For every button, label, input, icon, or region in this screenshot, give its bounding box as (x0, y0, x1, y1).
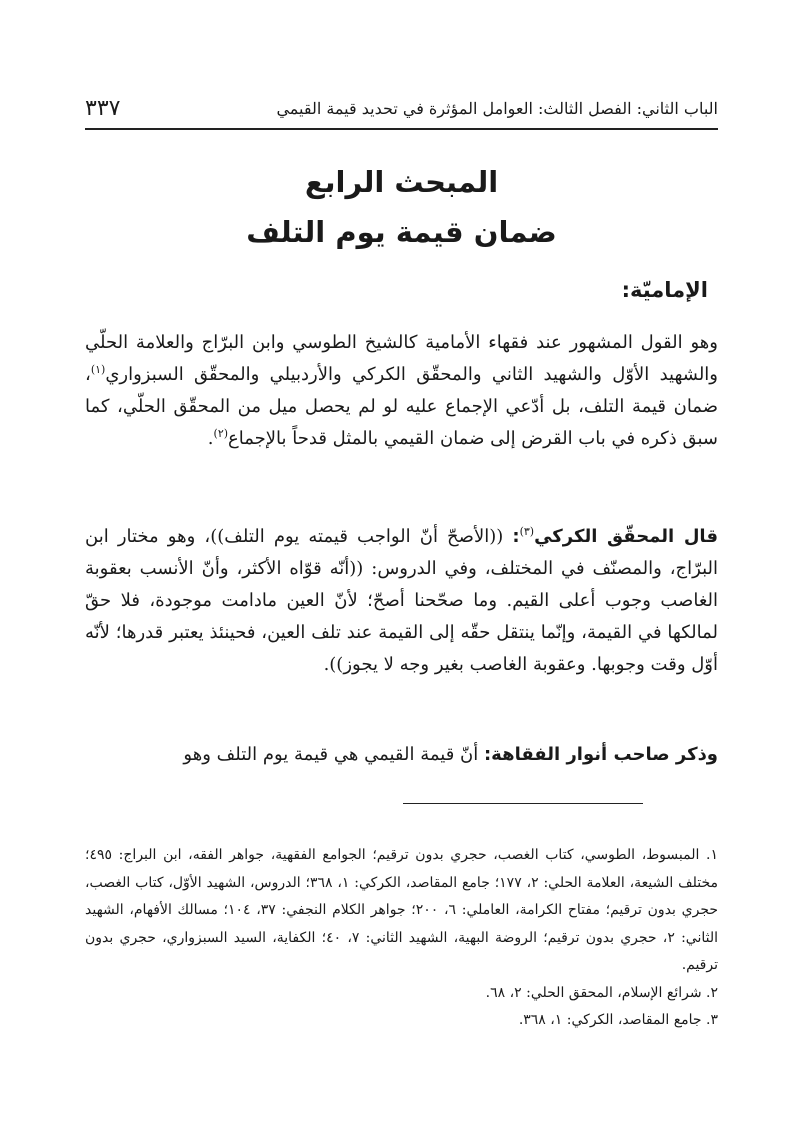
paragraph-2-lead-colon: : (512, 526, 520, 547)
section-title: المبحث الرابع (304, 165, 499, 199)
footnotes (85, 842, 718, 1035)
page-number: ٣٣٧ (85, 95, 121, 121)
footnote-ref-3[interactable]: (٣) (519, 525, 535, 538)
header-divider (85, 128, 718, 130)
paragraph-1-text-c: . (207, 428, 214, 449)
footnote-ref-2[interactable]: (٢) (213, 427, 229, 440)
paragraph-1 (85, 327, 718, 455)
footnote-2: ٢. شرائع الإسلام، المحقق الحلي: ٢، ٦٨. (485, 984, 718, 1001)
paragraph-3-lead: وذكر صاحب أنوار الفقاهة: (483, 744, 718, 765)
section-subtitle: ضمان قيمة يوم التلف (246, 215, 557, 249)
paragraph-3-text: أنّ قيمة القيمي هي قيمة يوم التلف وهو (183, 744, 484, 765)
footnote-divider (403, 803, 643, 804)
footnote-ref-1[interactable]: (١) (90, 363, 106, 376)
running-title: الباب الثاني: الفصل الثالث: العوامل المؤثرة في تحديد قيمة القيمي (276, 98, 718, 118)
paragraph-2-lead: قال المحقّق الكركي (534, 526, 718, 547)
running-header (85, 93, 718, 123)
paragraph-3 (85, 739, 718, 771)
footnote-3: ٣. جامع المقاصد، الكركي: ١، ٣٦٨. (518, 1012, 718, 1028)
paragraph-2 (85, 521, 718, 681)
paragraph-1-text-a: وهو القول المشهور عند فقهاء الأمامية كالشيخ الطوسي وابن البرّاج والعلامة الحلّي والشهيد الأوّل والشهيد الثاني والمحقّق الكركي والأردبيلي والمحقّق السبزواري (85, 332, 718, 385)
school-heading: الإماميّة: (621, 278, 708, 302)
paragraph-2-text: ((الأصحّ أنّ الواجب قيمته يوم التلف))، وهو مختار ابن البرّاج، والمصنّف في المختلف، وفي الدروس: ((أنّه قوّاه الأكثر، وأنّ الأنسب بعقوبة الغاصب وجوب أعلى القيم. وما صحّحنا أصحّ؛ لأنّ العين مادامت موجودة، فلا حقّ لمالكها في القيمة، وإنّما ينتقل حقّه إلى القيمة عند تلف العين، فحينئذ يعتبر قدرها؛ لأنّه أوّل وقت وجوبها. وعقوبة الغاصب بغير وجه لا يجوز)). (85, 526, 718, 675)
footnote-1: ١. المبسوط، الطوسي، كتاب الغصب، حجري بدون ترقيم؛ الجوامع الفقهية، جواهر الفقه، ابن البراج: ٤٩٥؛ مختلف الشيعة، العلامة الحلي: ٢، ١٧٧؛ جامع المقاصد، الكركي: ١، ٣٦٨؛ الدروس، الشهيد الأوّل، كتاب الغصب، حجري بدون ترقيم؛ مفتاح الكرامة، العاملي: ٦، ٢٠٠؛ جواهر الكلام النجفي: ٣٧، ١٠٤؛ مسالك الأفهام، الشهيد الثاني: ٢، حجري بدون ترقيم؛ الروضة البهية، الشهيد الثاني: ٧، ٤٠؛ الكفاية، السيد السبزواري، حجري بدون ترقيم. (85, 847, 719, 973)
paragraph-1-text-b: ، ضمان قيمة التلف، بل أدّعي الإجماع عليه لو لم يحصل ميل من المحقّق الحلّي، كما سبق ذكره في باب القرض إلى ضمان القيمي بالمثل قدحاً بالإجماع (85, 364, 718, 449)
